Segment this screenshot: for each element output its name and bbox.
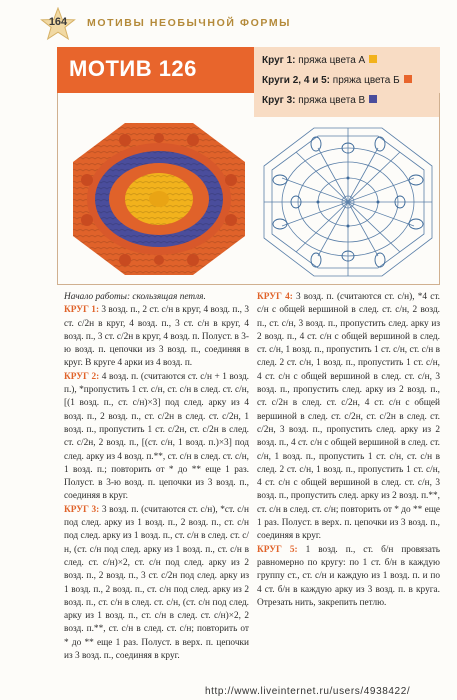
instructions-column-right [257,291,440,610]
round-2: КРУГ 2: 4 возд. п. (считаются ст. с/н + 1 возд. п.), *пропустить 1 ст. с/н, ст. с/н в след. ст. с/н, [(1 возд. п., ст. с/н)×3] под след. арку из 4 возд. п., 2 возд. п., ст. с/2н в след. ст. с/2н, 1 возд. п., пропустить 1 ст. с/2н, ст. с/2н в след. ст. с/2н, 2 возд. п., [(ст. с/н, 1 возд. п.)×3] под след. арку из 4 возд. п.**, ст. с/н в след. ст. с/н, 1 возд. п.; повторить от * до ** еще 1 раз. Полуст. в 3-ю возд. п. цепочки из 3 возд. п., соединяя в круг. [64,371,250,502]
round-4: КРУГ 4: 3 возд. п. (считаются ст. с/н), *4 ст. с/н с общей вершиной в след. ст. с/н, 2 возд. п., ст. с/н, 3 возд. п., пропустить след. арку из 2 возд. п., 4 ст. с/н с общей вершиной в след. ст. с/н, 1 возд. п., пропустить 1 ст. с/н, ст. с/н в след. 2 ст. с/н, 1 возд. п., пропустить 1 ст. с/н, 4 ст. с/н с общей вершиной в след. ст. с/н, 3 возд. п., пропустить след. арку из 2 возд. п., ст. с/2н в след. ст. с/2н, 4 ст. с/н с общей вершиной в след. ст. с/2н, ст. с/2н в след. ст. с/2н, 3 возд. п., пропустить след. арку из 2 возд. п., 4 ст. с/н с общей вершиной в след. ст. с/н, 1 возд. п., пропустить 1 ст. с/н, ст. с/н в след. 2 ст. с/н, 1 возд. п., пропустить 1 ст. с/н, 4 ст. с/н с общей вершиной в след. ст. с/н, 3 возд. п., пропустить след. арку из 2 возд. п.**, ст. с/н в след. ст. с/н; повторить от * до ** еще 1 раз. Полуст. в верх. п. цепочки из 3 возд. п., соединяя в круг. [257,292,441,542]
motif-title-bar [57,47,254,93]
section-title: МОТИВЫ НЕОБЫЧНОЙ ФОРМЫ [87,17,292,29]
watermark-url: http://www.liveinternet.ru/users/4938422/ [205,686,411,697]
motif-title: МОТИВ 126 [69,56,197,81]
color-swatch-b [404,75,412,83]
motif-photo [65,120,253,278]
legend-item: Круг 3: пряжа цвета В [262,95,377,106]
start-note: Начало работы: скользящая петля. [64,292,206,302]
legend-item: Круги 2, 4 и 5: пряжа цвета Б [262,75,412,86]
round-3: КРУГ 3: 3 возд. п. (считаются ст. с/н), *ст. с/н под след. арку из 1 возд. п., 2 возд. п., ст. с/н под след. арку из 1 возд. п., ст. с/н в след. ст. с/н, (ст. с/н под след. арку из 1 возд. п., ст. с/н в след. ст. с/н)×2, ст. с/н под след. арку из 2 возд. п., 2 возд. п., 3 ст. с/2н под след. арку из 1 возд. п., 2 возд. п., ст. с/н под след. арку из 2 возд. п., ст. с/н в след. ст. с/н, (ст. с/н под след. арку из 1 возд. п., ст. с/н в след. ст. с/н)×2, 2 возд. п.**, ст. с/н в след. ст. с/н; повторить от * до ** еще 1 раз. Полуст. в верх. п. цепочки из 3 возд. п., соединяя в круг. [64,504,249,662]
crochet-chart [256,122,440,282]
page-number: 164 [48,16,68,28]
legend-item: Круг 1: пряжа цвета А [262,55,377,66]
round-1: КРУГ 1: 3 возд. п., 2 ст. с/н в круг, 4 возд. п., 3 ст. с/2н в круг, 4 возд. п., 3 ст. с/н в круг, 4 возд. п., 3 ст. с/2н в круг, 4 возд. п. Полуст. в 3-ю возд. п. цепочки из 3 возд. п., соединяя в круг. В круге 4 арки из 4 возд. п. [64,305,250,369]
instructions-column-left [64,291,249,663]
round-5: КРУГ 5: 1 возд. п., ст. б/н провязать равномерно по кругу: по 1 ст. б/н в каждую группу ст., ст. с/н и каждую из 1 возд. п. и по 4 ст. б/н в каждую арку из 3 возд. п. в круга. Отрезать нить, закрепить петлю. [257,544,441,608]
color-swatch-a [369,55,377,63]
